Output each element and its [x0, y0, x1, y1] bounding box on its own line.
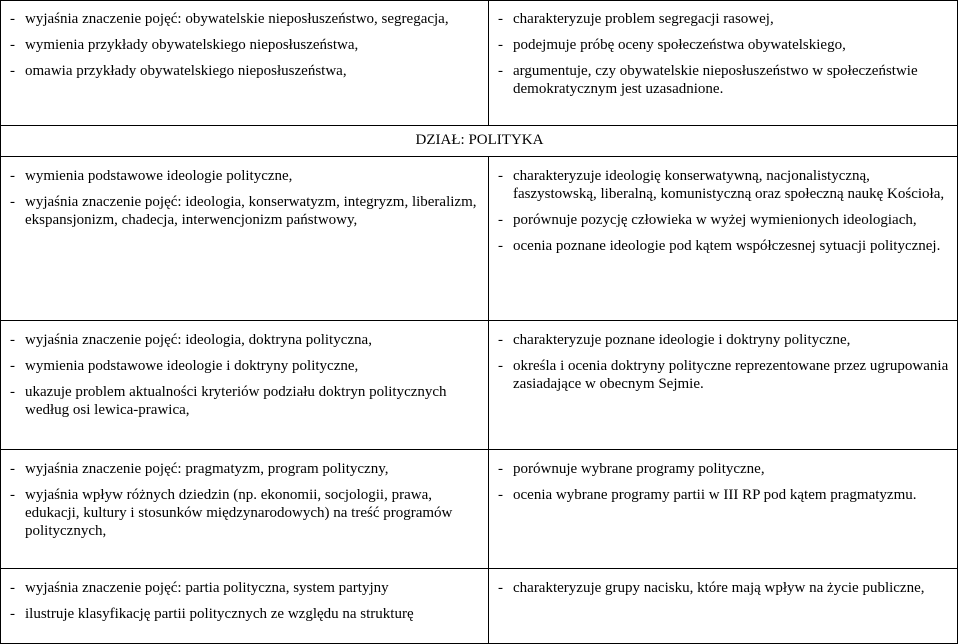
- list-item: - ukazuje problem aktualności kryteriów podziału doktryn politycznych według osi lewica-prawica,: [10, 383, 480, 419]
- right-list: [498, 167, 949, 255]
- table-row: [1, 569, 958, 644]
- section-heading-row: [1, 126, 958, 157]
- list-item: - wymienia podstawowe ideologie i doktryny polityczne,: [10, 357, 480, 375]
- list-item: - omawia przykłady obywatelskiego nieposłuszeństwa,: [10, 62, 480, 80]
- right-cell: [489, 569, 958, 644]
- left-cell: [1, 1, 489, 126]
- list-item: - charakteryzuje ideologię konserwatywną, nacjonalistyczną, faszystowską, liberalną, komunistyczną oraz społeczną naukę Kościoła,: [498, 167, 949, 203]
- left-cell: [1, 450, 489, 569]
- list-item: - wyjaśnia znaczenie pojęć: partia polityczna, system partyjny: [10, 579, 480, 597]
- right-cell: [489, 450, 958, 569]
- left-list: [10, 10, 480, 80]
- list-item: - wymienia przykłady obywatelskiego nieposłuszeństwa,: [10, 36, 480, 54]
- table-row: [1, 450, 958, 569]
- list-item: - charakteryzuje grupy nacisku, które mają wpływ na życie publiczne,: [498, 579, 949, 597]
- right-list: [498, 460, 949, 504]
- list-item: - ilustruje klasyfikację partii politycznych ze względu na strukturę: [10, 605, 480, 623]
- right-list: [498, 579, 949, 597]
- left-cell: [1, 157, 489, 321]
- right-cell: [489, 1, 958, 126]
- left-list: [10, 579, 480, 623]
- list-item: - podejmuje próbę oceny społeczeństwa obywatelskiego,: [498, 36, 949, 54]
- list-item: - wyjaśnia znaczenie pojęć: ideologia, konserwatyzm, integryzm, liberalizm, ekspansjonizm, chadecja, interwencjonizm państwowy,: [10, 193, 480, 229]
- list-item: - porównuje wybrane programy polityczne,: [498, 460, 949, 478]
- table-row: [1, 1, 958, 126]
- left-list: [10, 460, 480, 540]
- list-item: - wyjaśnia wpływ różnych dziedzin (np. ekonomii, socjologii, prawa, edukacji, kultury i stosunków międzynarodowych) na treść programów politycznych,: [10, 486, 480, 540]
- list-item: - wyjaśnia znaczenie pojęć: ideologia, doktryna polityczna,: [10, 331, 480, 349]
- left-list: [10, 331, 480, 419]
- list-item: - porównuje pozycję człowieka w wyżej wymienionych ideologiach,: [498, 211, 949, 229]
- right-cell: [489, 321, 958, 450]
- list-item: - określa i ocenia doktryny polityczne reprezentowane przez ugrupowania zasiadające w obecnym Sejmie.: [498, 357, 949, 393]
- list-item: - wyjaśnia znaczenie pojęć: pragmatyzm, program polityczny,: [10, 460, 480, 478]
- right-list: [498, 10, 949, 98]
- left-cell: [1, 321, 489, 450]
- list-item: - wymienia podstawowe ideologie polityczne,: [10, 167, 480, 185]
- list-item: - charakteryzuje poznane ideologie i doktryny polityczne,: [498, 331, 949, 349]
- list-item: - wyjaśnia znaczenie pojęć: obywatelskie nieposłuszeństwo, segregacja,: [10, 10, 480, 28]
- right-cell: [489, 157, 958, 321]
- list-item: - ocenia poznane ideologie pod kątem współczesnej sytuacji politycznej.: [498, 237, 949, 255]
- list-item: - charakteryzuje problem segregacji rasowej,: [498, 10, 949, 28]
- left-list: [10, 167, 480, 229]
- list-item: - ocenia wybrane programy partii w III RP pod kątem pragmatyzmu.: [498, 486, 949, 504]
- right-list: [498, 331, 949, 393]
- table-row: [1, 157, 958, 321]
- left-cell: [1, 569, 489, 644]
- table-row: [1, 321, 958, 450]
- section-heading: DZIAŁ: POLITYKA: [1, 126, 958, 157]
- list-item: - argumentuje, czy obywatelskie nieposłuszeństwo w społeczeństwie demokratycznym jest uzasadnione.: [498, 62, 949, 98]
